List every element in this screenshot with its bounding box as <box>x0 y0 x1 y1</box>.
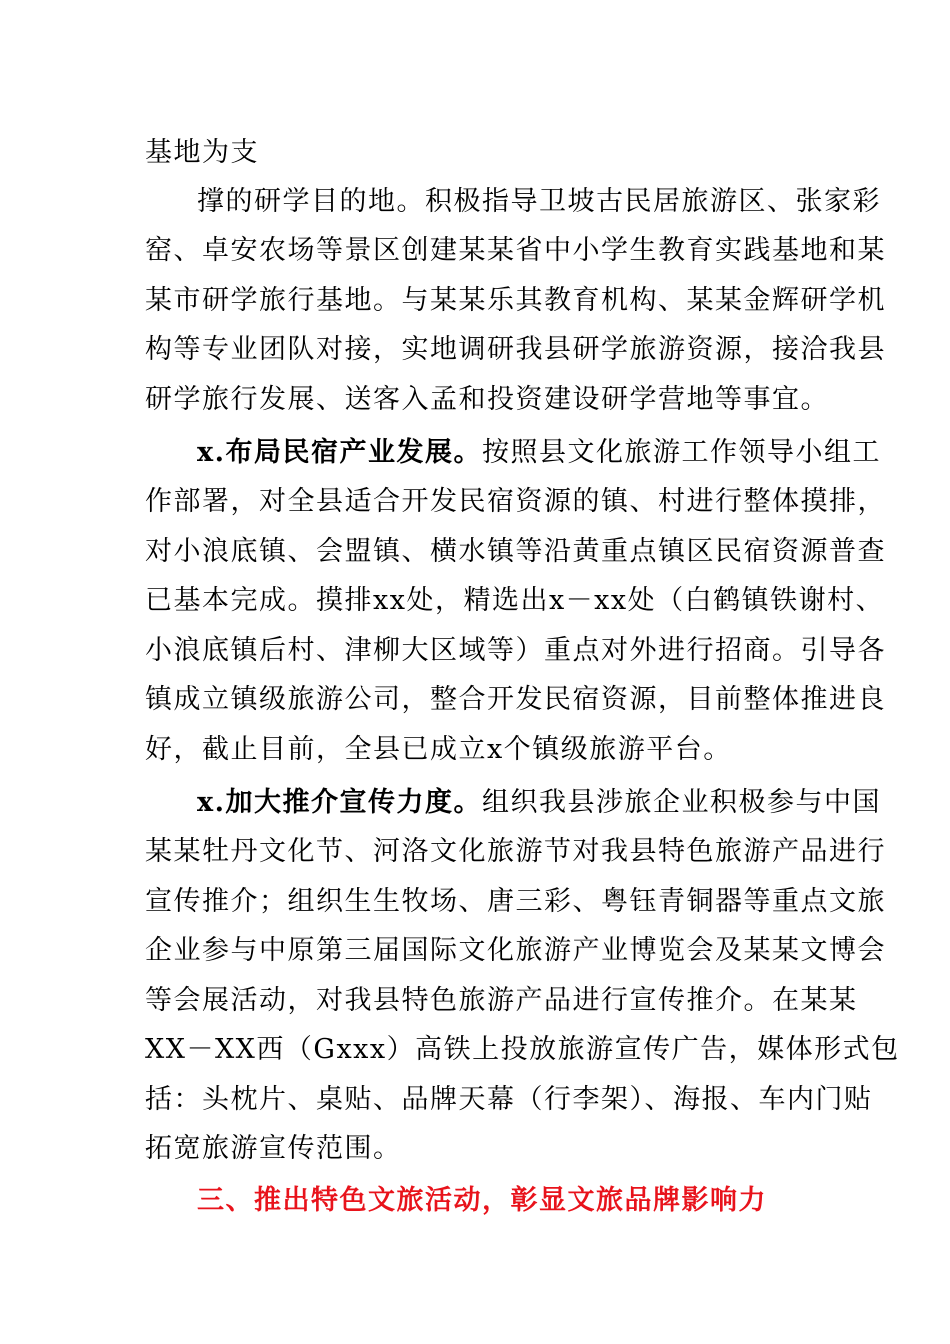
paragraph-line <box>197 786 881 820</box>
paragraph-line: 企业参与中原第三届国际文化旅游产业博览会及某某文博会 <box>145 935 886 966</box>
paragraph-line: 括：头枕片、桌贴、品牌天幕（行李架）、海报、车内门贴 <box>145 1084 873 1115</box>
paragraph-line: XX－XX西（Gxxx）高铁上投放旅游宣传广告，媒体形式包 <box>145 1034 900 1065</box>
paragraph-line: 作部署，对全县适合开发民宿资源的镇、村进行整体摸排， <box>145 486 886 517</box>
paragraph-line <box>197 436 881 470</box>
paragraph-line: 撑的研学目的地。积极指导卫坡古民居旅游区、张家彩 <box>197 186 881 217</box>
paragraph-text: 组织我县涉旅企业积极参与中国 <box>482 787 881 818</box>
section-heading: 三、推出特色文旅活动，彰显文旅品牌影响力 <box>197 1185 767 1216</box>
bold-lead-homestay: x.布局民宿产业发展。 <box>197 437 482 468</box>
paragraph-line: 已基本完成。摸排xx处，精选出x－xx处（白鹤镇铁谢村、 <box>145 585 885 616</box>
paragraph-line: 拓宽旅游宣传范围。 <box>145 1133 402 1164</box>
paragraph-line: 对小浪底镇、会盟镇、横水镇等沿黄重点镇区民宿资源普查 <box>145 536 886 567</box>
paragraph-line: 某市研学旅行基地。与某某乐其教育机构、某某金辉研学机 <box>145 285 886 316</box>
paragraph-line: 窑、卓安农场等景区创建某某省中小学生教育实践基地和某 <box>145 235 886 266</box>
paragraph-line: 好，截止目前，全县已成立x个镇级旅游平台。 <box>145 734 732 765</box>
bold-lead-promotion: x.加大推介宣传力度。 <box>197 787 482 818</box>
paragraph-line: 宣传推介；组织生生牧场、唐三彩、粤钰青铜器等重点文旅 <box>145 886 886 917</box>
paragraph-line: 基地为支 <box>145 137 259 168</box>
paragraph-line: 构等专业团队对接，实地调研我县研学旅游资源，接洽我县 <box>145 334 886 365</box>
paragraph-line: 镇成立镇级旅游公司，整合开发民宿资源，目前整体推进良 <box>145 684 886 715</box>
paragraph-text: 按照县文化旅游工作领导小组工 <box>482 437 881 468</box>
paragraph-line: 某某牡丹文化节、河洛文化旅游节对我县特色旅游产品进行 <box>145 836 886 867</box>
paragraph-line: 小浪底镇后村、津柳大区域等）重点对外进行招商。引导各 <box>145 635 886 666</box>
paragraph-line: 研学旅行发展、送客入孟和投资建设研学营地等事宜。 <box>145 384 829 415</box>
paragraph-line: 等会展活动，对我县特色旅游产品进行宣传推介。在某某 <box>145 985 858 1016</box>
